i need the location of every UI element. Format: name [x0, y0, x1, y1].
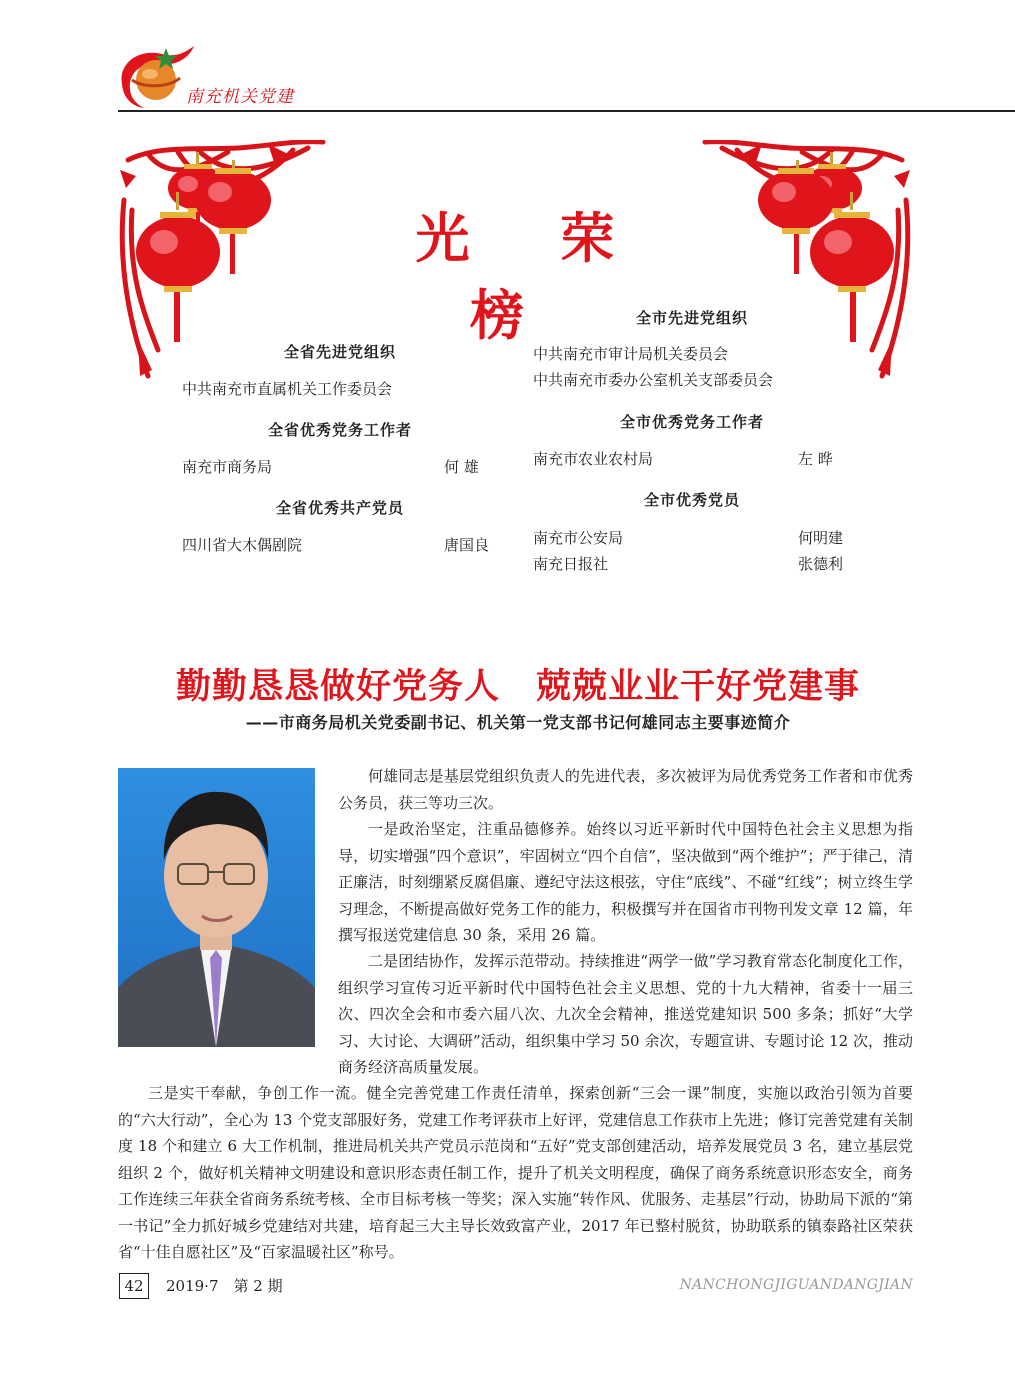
category-heading: 全市优秀党员	[643, 491, 740, 509]
category-heading: 全省优秀党务工作者	[267, 421, 412, 439]
honor-board-title: 光 荣 榜	[415, 206, 651, 347]
category-heading: 全省优秀共产党员	[275, 499, 404, 517]
article-paragraph: 三是实干奉献，争创工作一流。健全完善党建工作责任清单，探索创新“三会一课”制度，实施以政治引领为首要的“六大行动”，全心为 13 个党支部服好务，党建工作考评获市上好评，党建信息工作获市上先进；修订完善党建有关制度 18 个和建立 6 大工作机制，推进局机关共产党员示范岗和“五好”党支部创建活动，培养发展党员 3 名，建立基层党组织 2 个，做好机关精神文明建设和意识形态责任制工作，提升了机关文明程度，确保了商务系统意识形态安全，商务工作连续三年获全省商务系统考核、全市目标考核一等奖；深入实施“转作风、优服务、走基层”行动，协助局下派的“第一书记”全力抓好城乡党建结对共建，培育起三大主导长效致富产业，2017 年已整村脱贫，协助联系的镇泰路社区荣获省“十佳自愿社区”及“百家温暖社区”称号。	[118, 1084, 913, 1261]
header-divider	[118, 110, 1015, 112]
award-unit: 南充日报社	[533, 555, 609, 573]
award-unit: 四川省大木偶剧院	[182, 536, 303, 554]
award-person: 左 晔	[798, 450, 833, 468]
portrait-photo	[118, 768, 315, 1047]
award-row	[533, 525, 853, 551]
category-heading: 全市优秀党务工作者	[619, 413, 764, 431]
award-row	[533, 551, 853, 577]
award-organization: 中共南充市直属机关工作委员会	[182, 380, 393, 398]
award-person: 张德利	[798, 555, 844, 573]
article-paragraph: 二是团结协作，发挥示范带动。持续推进“两学一做”学习教育常态化制度化工作，组织学习宣传习近平新时代中国特色社会主义思想、党的十九大精神，省委十一届三次、四次全会和市委六届八次、九次全会精神，推送党建知识 500 多条；抓好“大学习、大讨论、大调研”活动，组织集中学习 50 余次，专题宣讲、专题讨论 12 次，推动商务经济高质量发展。	[338, 952, 913, 1076]
award-unit: 南充市商务局	[182, 458, 273, 476]
footer-brand: NANCHONGJIGUANDANGJIAN	[679, 1277, 913, 1293]
article-paragraph: 一是政治坚定，注重品德修养。始终以习近平新时代中国特色社会主义思想为指导，切实增强“四个意识”，牢固树立“四个自信”，坚决做到“两个维护”；严于律己，清正廉洁，时刻绷紧反腐倡廉、遵纪守法这根弦，守住“底线”、不碰“红线”；树立终生学习理念，不断提高做好党务工作的能力，积极撰写并在国省市刊物刊发文章 12 篇，年撰写报送党建信息 30 条，采用 26 篇。	[338, 820, 913, 944]
category-heading: 全市先进党组织	[635, 309, 748, 327]
award-organization: 中共南充市审计局机关委员会	[533, 345, 729, 363]
article-paragraph: 何雄同志是基层党组织负责人的先进代表，多次被评为局优秀党务工作者和市优秀公务员，获三等功三次。	[338, 767, 913, 812]
page-number: 42	[119, 1273, 149, 1299]
award-organization: 中共南充市委办公室机关支部委员会	[533, 371, 774, 389]
award-person: 何明建	[798, 529, 844, 547]
category-heading: 全省先进党组织	[283, 343, 396, 361]
award-row	[182, 532, 502, 558]
award-row	[182, 454, 502, 480]
award-unit: 南充市农业农村局	[533, 450, 654, 468]
magazine-name: 南充机关党建	[186, 87, 294, 107]
article-headline: 勤勤恳恳做好党务人 兢兢业业干好党建事	[175, 666, 860, 707]
award-person: 何 雄	[444, 458, 479, 476]
red-lantern-icon	[700, 140, 912, 380]
article-subtitle: ——市商务局机关党委副书记、机关第一党支部书记何雄同志主要事迹简介	[245, 713, 791, 732]
award-person: 唐国良	[444, 536, 490, 554]
award-row	[533, 446, 853, 472]
award-unit: 南充市公安局	[533, 529, 624, 547]
magazine-logo-icon	[116, 44, 196, 110]
issue-label: 2019·7 第 2 期	[166, 1277, 283, 1295]
